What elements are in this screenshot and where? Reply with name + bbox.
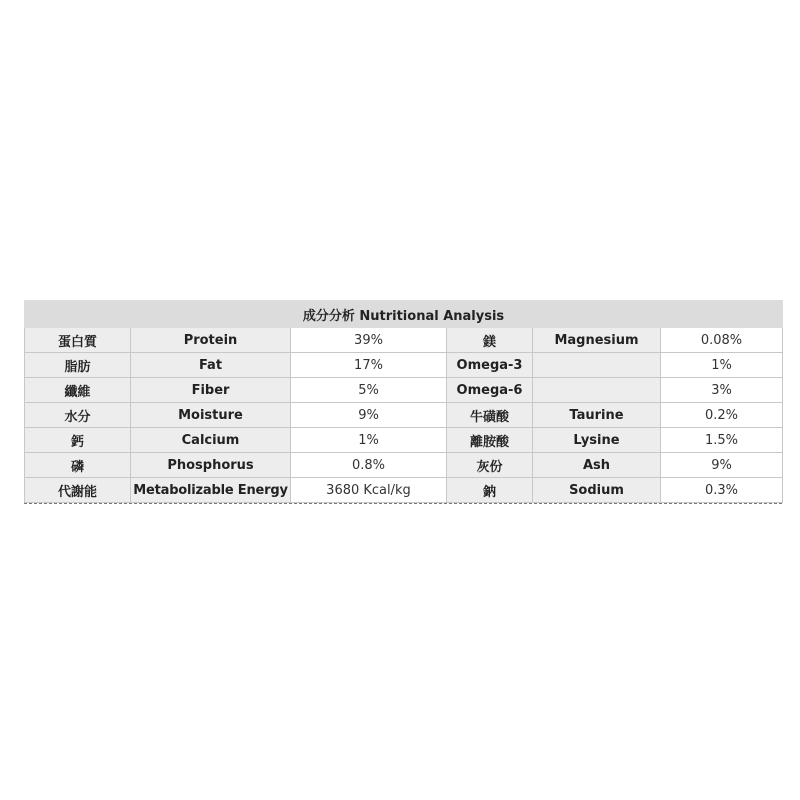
nutrient-value: 1%	[291, 428, 447, 453]
nutrient-value: 3%	[661, 378, 783, 403]
nutrient-name-zh: Omega-6	[447, 378, 533, 403]
nutrient-name-en	[533, 378, 661, 403]
table-row	[25, 353, 783, 378]
nutrient-value: 17%	[291, 353, 447, 378]
nutrient-name-en: Ash	[533, 453, 661, 478]
nutrient-name-en	[533, 353, 661, 378]
nutrient-name-zh: 牛磺酸	[447, 403, 533, 428]
table-title-row	[25, 301, 783, 328]
nutrient-name-zh: 鈉	[447, 478, 533, 503]
nutrient-value: 0.3%	[661, 478, 783, 503]
nutrient-value: 39%	[291, 328, 447, 353]
nutrient-value: 0.2%	[661, 403, 783, 428]
nutrient-name-en: Magnesium	[533, 328, 661, 353]
table-row	[25, 328, 783, 353]
nutrient-name-en: Lysine	[533, 428, 661, 453]
table-row	[25, 428, 783, 453]
nutrient-name-zh: 代謝能	[25, 478, 131, 503]
nutrient-name-en: Metabolizable Energy	[131, 478, 291, 503]
nutrient-value: 0.08%	[661, 328, 783, 353]
table-row	[25, 478, 783, 503]
nutrient-value: 1%	[661, 353, 783, 378]
nutrient-name-zh: 灰份	[447, 453, 533, 478]
nutrient-value: 9%	[291, 403, 447, 428]
nutrient-name-zh: 鈣	[25, 428, 131, 453]
nutrient-name-en: Protein	[131, 328, 291, 353]
nutrient-name-en: Taurine	[533, 403, 661, 428]
nutrient-value: 9%	[661, 453, 783, 478]
nutrient-name-en: Sodium	[533, 478, 661, 503]
nutrient-name-zh: 鎂	[447, 328, 533, 353]
nutrient-name-zh: 水分	[25, 403, 131, 428]
nutrient-name-en: Moisture	[131, 403, 291, 428]
table-row	[25, 378, 783, 403]
nutrient-name-en: Fiber	[131, 378, 291, 403]
table-row	[25, 403, 783, 428]
nutrient-value: 0.8%	[291, 453, 447, 478]
nutrient-value: 5%	[291, 378, 447, 403]
nutrient-name-zh: 脂肪	[25, 353, 131, 378]
nutrition-table-container	[24, 300, 782, 504]
nutrient-name-zh: 磷	[25, 453, 131, 478]
nutrient-name-zh: 離胺酸	[447, 428, 533, 453]
nutrient-name-en: Calcium	[131, 428, 291, 453]
nutrient-value: 1.5%	[661, 428, 783, 453]
nutrient-value: 3680 Kcal/kg	[291, 478, 447, 503]
nutrient-name-zh: 蛋白質	[25, 328, 131, 353]
nutrient-name-en: Phosphorus	[131, 453, 291, 478]
nutrition-table	[24, 300, 783, 503]
nutrient-name-zh: 纖維	[25, 378, 131, 403]
nutrient-name-en: Fat	[131, 353, 291, 378]
nutrient-name-zh: Omega-3	[447, 353, 533, 378]
table-title: 成分分析 Nutritional Analysis	[25, 301, 783, 328]
table-row	[25, 453, 783, 478]
